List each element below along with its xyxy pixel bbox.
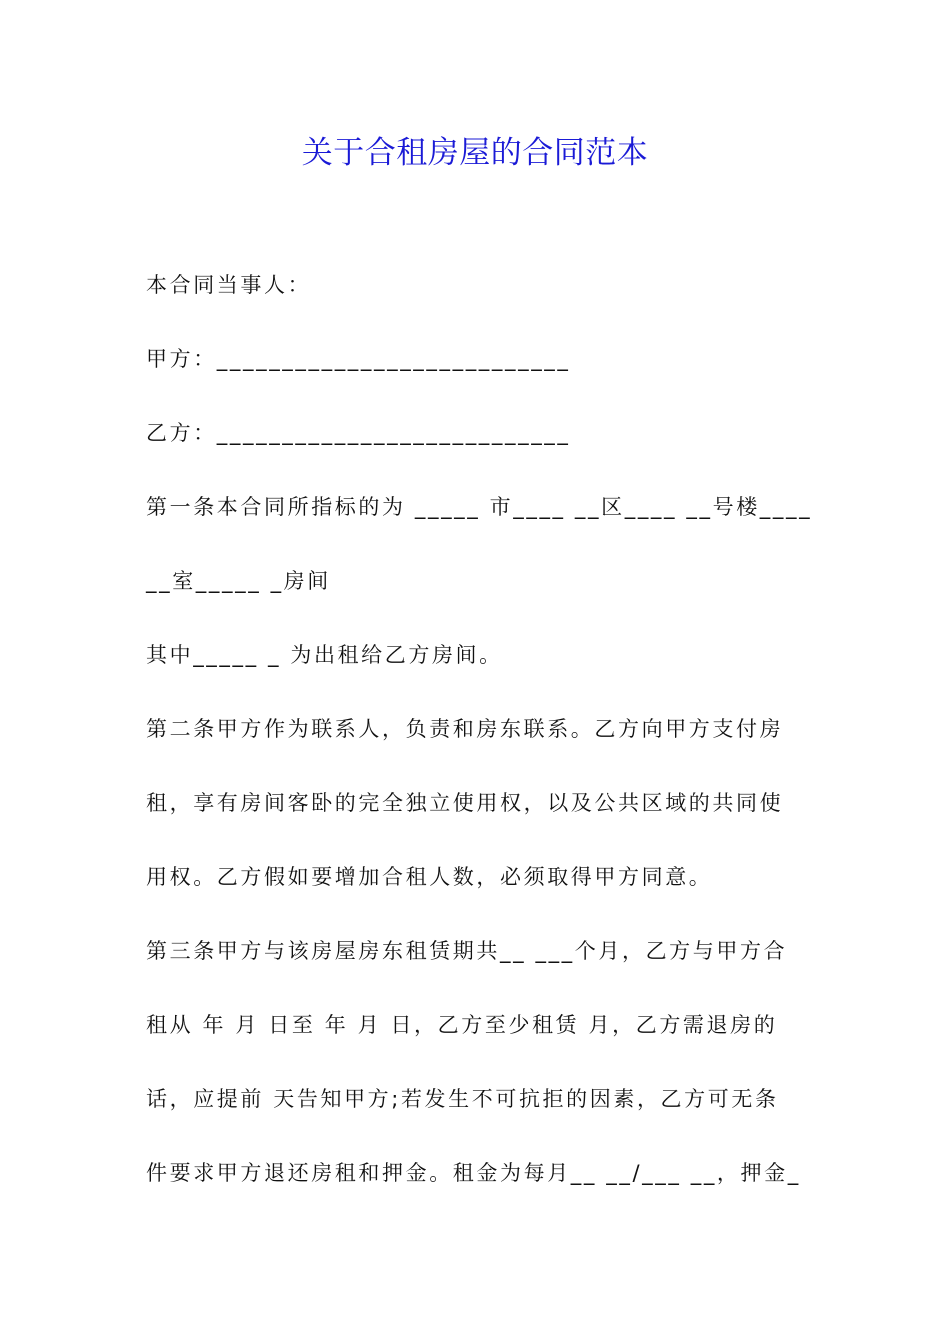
clause-3-line-4: 件要求甲方退还房租和押金。租金为每月__ __/___ __，押金_ [146, 1161, 801, 1185]
document-title: 关于合租房屋的合同范本 [301, 135, 649, 171]
party-a-line: 甲方：___________________________ [146, 347, 571, 371]
parties-heading: 本合同当事人： [146, 273, 312, 297]
clause-1-line-3: 其中_____ _ 为出租给乙方房间。 [146, 643, 503, 667]
clause-3-line-1: 第三条甲方与该房屋房东租赁期共__ ___个月，乙方与甲方合 [146, 939, 788, 963]
clause-1-line-1: 第一条本合同所指标的为 _____ 市____ __区____ __号楼____ [146, 495, 813, 519]
clause-2-line-2: 租，享有房间客卧的完全独立使用权，以及公共区域的共同使 [146, 791, 784, 815]
clause-1-line-2: __室_____ _房间 [146, 569, 331, 593]
clause-2-line-3: 用权。乙方假如要增加合租人数，必须取得甲方同意。 [146, 865, 713, 889]
contract-body [146, 262, 813, 1224]
party-b-line: 乙方：___________________________ [146, 421, 571, 445]
clause-3-line-2: 租从 年 月 日至 年 月 日，乙方至少租赁 月，乙方需退房的 [146, 1013, 778, 1037]
clause-2-line-1: 第二条甲方作为联系人，负责和房东联系。乙方向甲方支付房 [146, 717, 784, 741]
clause-3-line-3: 话，应提前 天告知甲方;若发生不可抗拒的因素，乙方可无条 [146, 1087, 779, 1111]
